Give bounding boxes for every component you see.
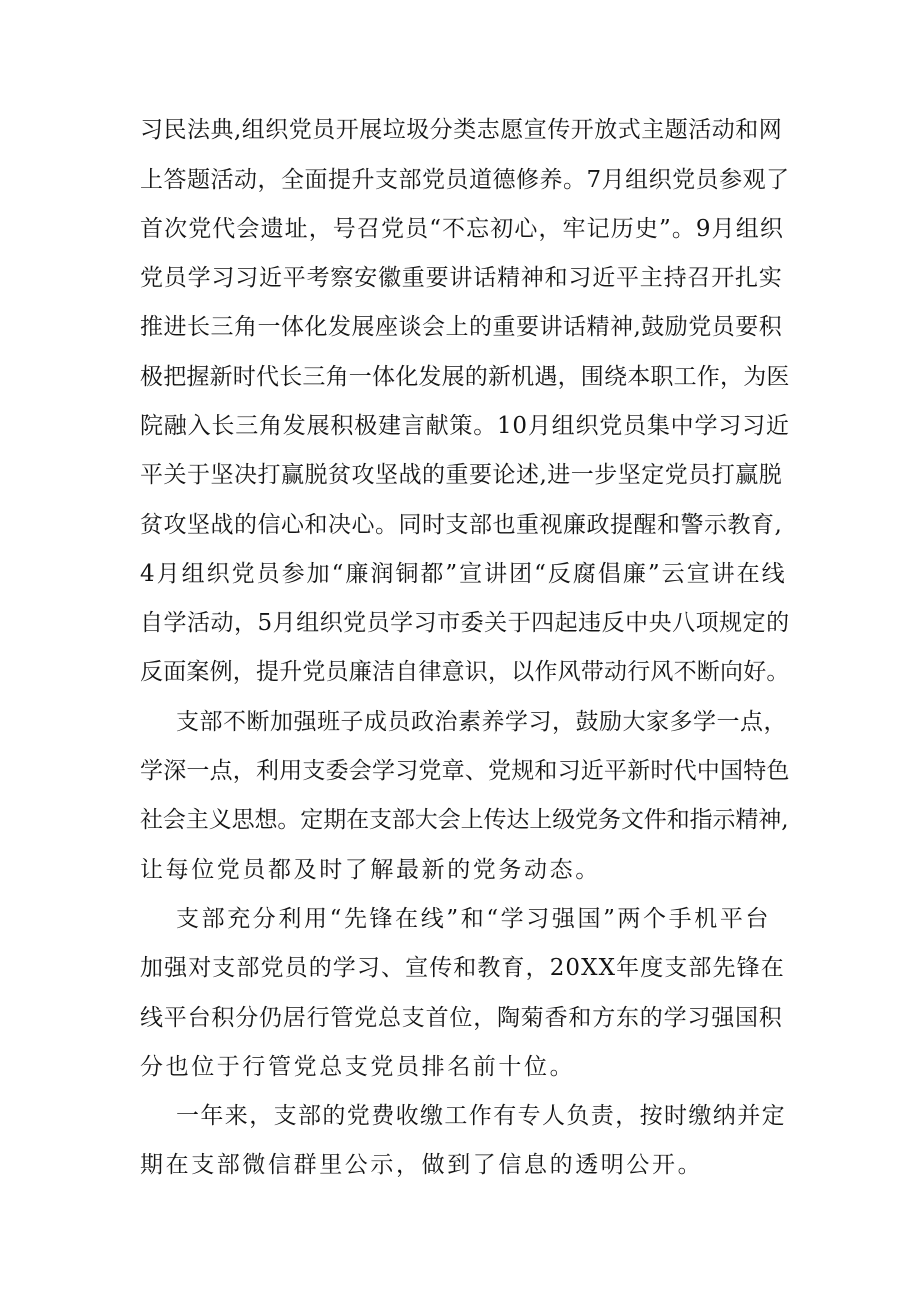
body-text-line: 首次党代会遗址，号召党员“不忘初心，牢记历史”。9月组织 xyxy=(140,216,784,242)
body-text-line: 加强对支部党员的学习、宣传和教育，20XX年度支部先锋在 xyxy=(140,955,785,981)
body-text-line: 极把握新时代长三角一体化发展的新机遇，围绕本职工作，为医 xyxy=(140,364,790,390)
body-text-line: 学深一点，利用支委会学习党章、党规和习近平新时代中国特色 xyxy=(140,758,790,784)
body-text-line: 贫攻坚战的信心和决心。同时支部也重视廉政提醒和警示教育, xyxy=(140,512,783,538)
body-text-line: 让每位党员都及时了解最新的党务动态。 xyxy=(140,857,601,883)
body-text-line: 期在支部微信群里公示，做到了信息的透明公开。 xyxy=(140,1152,704,1178)
body-text-line: 分也位于行管党总支党员排名前十位。 xyxy=(140,1054,576,1080)
paragraph-first-line: 一年来，支部的党费收缴工作有专人负责，按时缴纳并定 xyxy=(176,1103,786,1129)
body-text-line: 反面案例，提升党员廉洁自律意识，以作风带动行风不断向好。 xyxy=(140,659,790,685)
body-text-line: 院融入长三角发展积极建言献策。10月组织党员集中学习习近 xyxy=(140,413,790,439)
body-text-line: 自学活动，5月组织党员学习市委关于四起违反中央八项规定的 xyxy=(140,610,790,636)
body-text-line: 线平台积分仍居行管党总支首位，陶菊香和方东的学习强国积 xyxy=(140,1005,783,1031)
body-text-line: 上答题活动，全面提升支部党员道德修养。7月组织党员参观了 xyxy=(140,167,790,193)
paragraph-first-line: 支部不断加强班子成员政治素养学习，鼓励大家多学一点， xyxy=(176,709,787,735)
body-text-line: 平关于坚决打赢脱贫攻坚战的重要论述,进一步坚定党员打赢脱 xyxy=(140,462,783,488)
paragraph-first-line: 支部充分利用“先锋在线”和“学习强国”两个手机平台 xyxy=(176,906,772,932)
body-text-line: 习民法典,组织党员开展垃圾分类志愿宣传开放式主题活动和网 xyxy=(140,117,783,143)
body-text-line: 4月组织党员参加“廉润铜都”宣讲团“反腐倡廉”云宣讲在线 xyxy=(140,561,787,587)
body-text-line: 党员学习习近平考察安徽重要讲话精神和习近平主持召开扎实 xyxy=(140,265,783,291)
body-text-line: 社会主义思想。定期在支部大会上传达上级党务文件和指示精神, xyxy=(140,807,789,833)
body-text-line: 推进长三角一体化发展座谈会上的重要讲话精神,鼓励党员要积 xyxy=(140,314,783,340)
